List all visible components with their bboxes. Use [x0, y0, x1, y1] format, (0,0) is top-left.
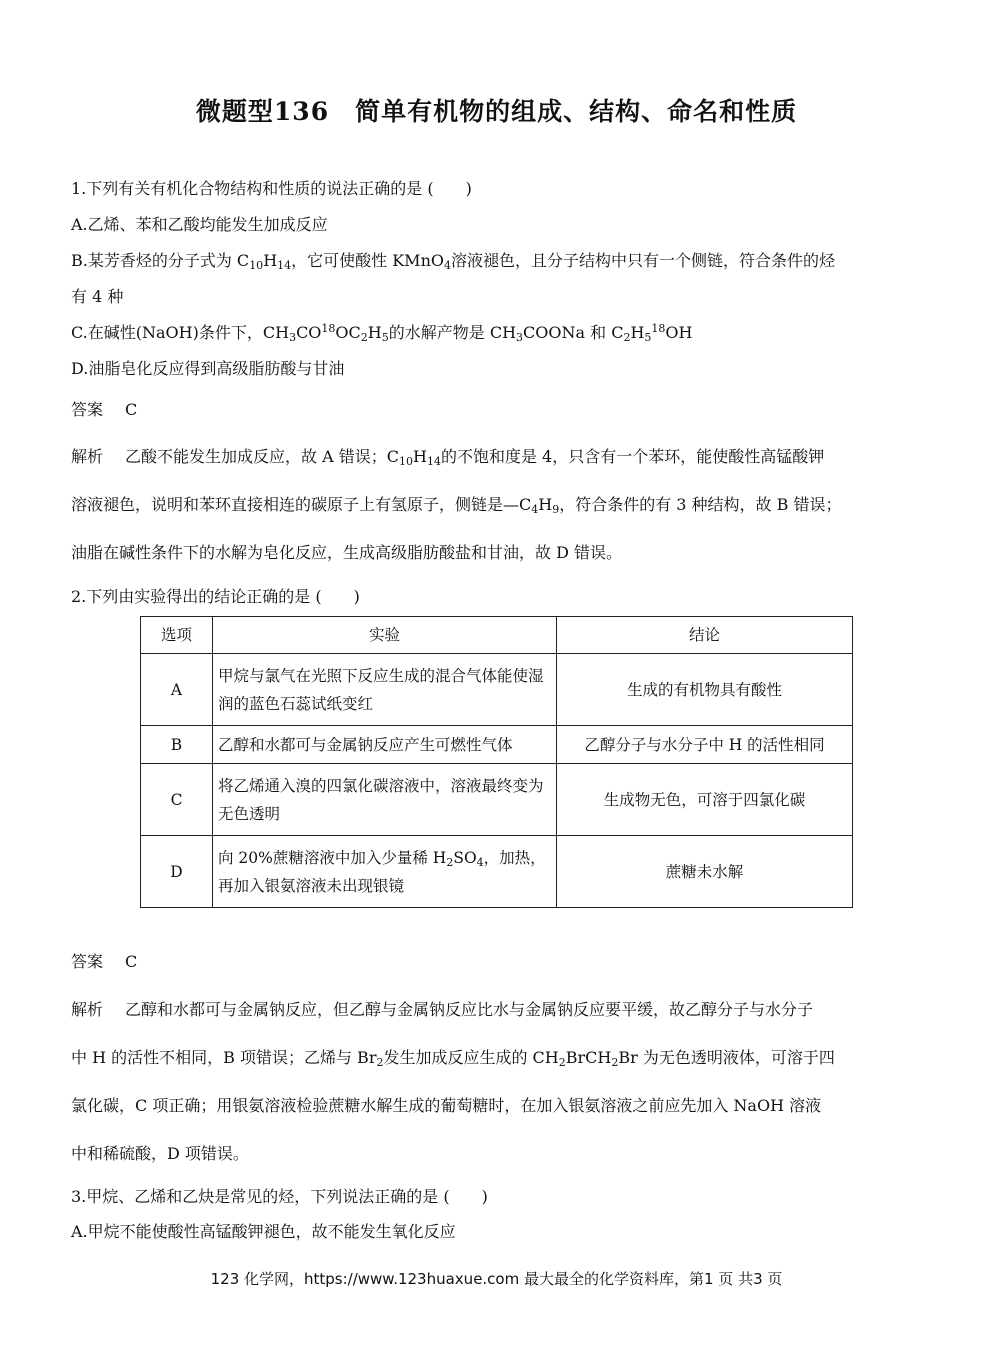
table-cell-conclusion: 生成物无色，可溶于四氯化碳 — [557, 764, 853, 836]
table-cell-option: D — [141, 836, 213, 908]
q1-analysis-line2: 溶液褪色，说明和苯环直接相连的碳原子上有氢原子，侧链是$—C_4H_9$，符合条件的有 3 种结构，故 B 错误； — [71, 495, 842, 516]
q1-option-b: B.某芳香烃的分子式为 $C_{10}H_{14}$，它可使酸性 KMnO$_4$溶液褪色，且分子结构中只有一个侧链，符合条件的烃 — [71, 251, 836, 272]
q2-analysis-line1: 解析 乙醇和水都可与金属钠反应，但乙醇与金属钠反应比水与金属钠反应要平缓，故乙醇分子与水分子 — [71, 1000, 814, 1019]
table-header: 结论 — [557, 617, 853, 654]
page-title: 微题型136 简单有机物的组成、结构、命名和性质 — [195, 97, 798, 126]
table-row — [141, 764, 853, 836]
table-row — [141, 836, 853, 908]
page-footer: 123 化学网，https://www.123huaxue.com 最大最全的化学资料库，第1 页 共3 页 — [210, 1270, 783, 1288]
experiment-table — [140, 616, 853, 908]
q2-analysis-line2: 中 H 的活性不相同，B 项错误；乙烯与 $Br_2$发生加成反应生成的 $CH_2BrCH_2Br$ 为无色透明液体，可溶于四 — [71, 1048, 835, 1069]
q3-option-a: A.甲烷不能使酸性高锰酸钾褪色，故不能发生氧化反应 — [71, 1222, 456, 1241]
q1-analysis-line3: 油脂在碱性条件下的水解为皂化反应，生成高级脂肪酸盐和甘油，故 D 错误。 — [71, 543, 623, 562]
table-cell-experiment: 向 20%蔗糖溶液中加入少量稀 $H_2SO_4$，加热，再加入银氨溶液未出现银镜 — [213, 836, 557, 908]
q1-stem: 1.下列有关有机化合物结构和性质的说法正确的是 ( ) — [71, 179, 472, 198]
table-row — [141, 726, 853, 764]
table-cell-conclusion: 生成的有机物具有酸性 — [557, 654, 853, 726]
table-header: 实验 — [213, 617, 557, 654]
q1-option-c: C.在碱性(NaOH)条件下，$CH_3CO^{18}OC_2H_5$的水解产物是 $CH_3COONa$ 和 $C_2H_5^{18}OH$ — [71, 322, 693, 344]
table-row — [141, 654, 853, 726]
q2-analysis-line3: 氯化碳，C 项正确；用银氨溶液检验蔗糖水解生成的葡萄糖时，在加入银氨溶液之前应先加入 NaOH 溶液 — [71, 1096, 822, 1115]
table-cell-option: B — [141, 726, 213, 764]
table-cell-conclusion: 蔗糖未水解 — [557, 836, 853, 908]
q1-option-b-cont: 有 4 种 — [71, 287, 124, 306]
table-cell-experiment: 将乙烯通入溴的四氯化碳溶液中，溶液最终变为无色透明 — [213, 764, 557, 836]
table-header-row — [141, 617, 853, 654]
q2-answer: 答案 C — [71, 952, 138, 971]
table-header: 选项 — [141, 617, 213, 654]
q1-option-a: A.乙烯、苯和乙酸均能发生加成反应 — [71, 215, 328, 234]
q3-stem: 3.甲烷、乙烯和乙炔是常见的烃，下列说法正确的是 ( ) — [71, 1187, 488, 1206]
q2-analysis-line4: 中和稀硫酸，D 项错误。 — [71, 1144, 249, 1163]
table-cell-option: C — [141, 764, 213, 836]
table-cell-experiment: 乙醇和水都可与金属钠反应产生可燃性气体 — [213, 726, 557, 764]
table-cell-experiment: 甲烷与氯气在光照下反应生成的混合气体能使湿润的蓝色石蕊试纸变红 — [213, 654, 557, 726]
q2-stem: 2.下列由实验得出的结论正确的是 ( ) — [71, 587, 360, 606]
q1-analysis-line1: 解析 乙酸不能发生加成反应，故 A 错误；$C_{10}H_{14}$的不饱和度是 4，只含有一个苯环，能使酸性高锰酸钾 — [71, 447, 825, 468]
table-cell-conclusion: 乙醇分子与水分子中 H 的活性相同 — [557, 726, 853, 764]
table-cell-option: A — [141, 654, 213, 726]
q1-option-d: D.油脂皂化反应得到高级脂肪酸与甘油 — [71, 359, 345, 378]
q1-answer: 答案 C — [71, 400, 138, 419]
